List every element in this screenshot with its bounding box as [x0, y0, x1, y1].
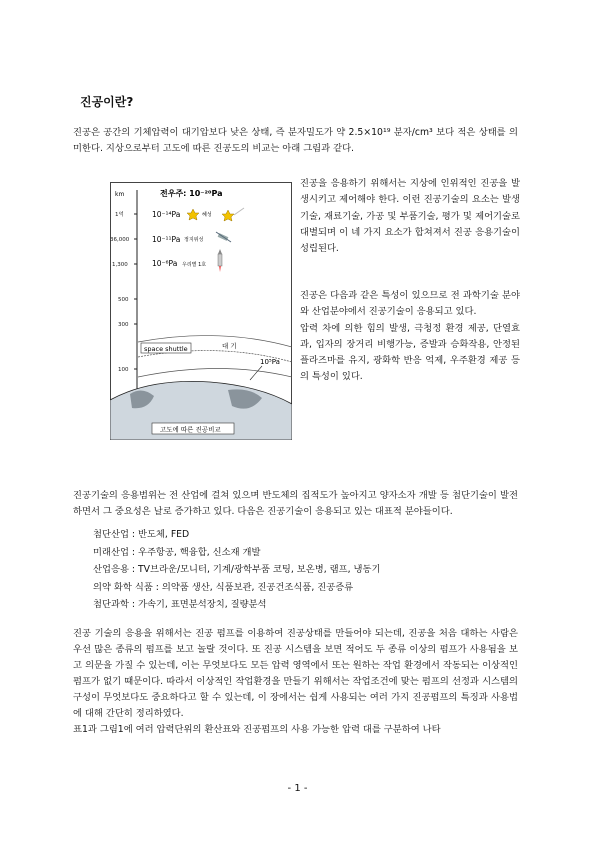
- intro-paragraph: 진공은 공간의 기체압력이 대기압보다 낮은 상태, 즉 분자밀도가 약 2.5×10¹⁹ 분자/cm³ 보다 적은 상태를 의미한다. 지상으로부터 고도에 따른 진공도의 비교는 아래 그림과 같다.: [73, 127, 518, 154]
- shuttle-label: space shuttle: [144, 345, 188, 353]
- tick-6: 100: [118, 367, 129, 373]
- fields-list: [93, 526, 380, 614]
- atmosphere-label: 대 기: [222, 342, 237, 350]
- list-item: 첨단과학 : 가속기, 표면분석장치, 질량분석: [93, 599, 267, 610]
- level-1-pressure: 10⁻¹⁴Pa: [152, 210, 181, 219]
- level-2-pressure: 10⁻¹¹Pa: [152, 235, 181, 244]
- tick-3: 1,300: [112, 262, 128, 268]
- tick-5: 300: [118, 322, 129, 328]
- surface-pressure: 10⁵Pa: [260, 358, 280, 366]
- list-item: 의약 화학 식품 : 의약품 생산, 식품보관, 진공건조식품, 진공증류: [93, 581, 354, 593]
- list-item: 산업응용 : TV브라운/모니터, 기계/광학부품 코팅, 보온병, 램프, 냉동기: [93, 564, 381, 575]
- tick-4: 500: [118, 297, 129, 303]
- level-2-object: 정지위성: [184, 237, 204, 243]
- pump-paragraph: 진공 기술의 응용을 위해서는 진공 펌프를 이용하여 진공상태를 만들어야 되는데, 진공을 처음 대하는 사람은 우선 많은 종류의 펌프를 보고 놀랄 것이다. 또 진공 시스템을 보면 적어도 두 종류 이상의 펌프가 사용됨을 보고 의문을 가질 수 있는데, 이는 무엇보다도 모든 압력 영역에서 또는 원하는 작업 환경에서 작동되는 이상적인 펌프가 없기 때문이다. 따라서 이상적인 작업환경을 만들기 위해서는 작업조건에 맞는 펌프의 선정과 시스템의 구성이 무엇보다도 중요하다고 할 수 있는데, 이 장에서는 쉽게 사용되는 여러 가지 진공펌프의 특징과 사용법에 대해 간단히 정리하였다. 표1과 그림1에 여러 압력단위의 환산표와 진공펌프의 사용 가능한 압력 대를 구분하여 나타: [73, 628, 518, 735]
- tick-1: 1억: [115, 212, 124, 218]
- level-1-object: 혜성: [202, 212, 212, 218]
- page-number: - 1 -: [287, 783, 308, 794]
- level-3-pressure: 10⁻⁶Pa: [152, 259, 178, 268]
- list-item: 첨단산업 : 반도체, FED: [93, 529, 190, 540]
- axis-unit: km: [115, 191, 125, 198]
- space-label: 전우주: 10⁻²⁰Pa: [160, 189, 223, 198]
- page-title: 진공이란?: [80, 95, 134, 109]
- figure-caption: 고도에 따른 진공비교: [160, 425, 221, 434]
- figure-graphic: [110, 182, 292, 440]
- list-item: 미래산업 : 우주항공, 핵융합, 신소재 개발: [93, 546, 261, 558]
- side-paragraph-2: 진공은 다음과 같은 특성이 있으므로 전 과학기술 분야와 산업분야에서 진공기술이 응용되고 있다. 압력 차에 의한 힘의 발생, 극청정 환경 제공, 단열효과, 입자의 장거리 비행가능, 증발과 승화작용, 안정된 플라즈마를 유지, 광화학 반응 억제, 우주환경 제공 등의 특성이 있다.: [300, 290, 520, 383]
- applications-paragraph: 진공기술의 응용범위는 전 산업에 걸쳐 있으며 반도체의 집적도가 높아지고 양자소자 개발 등 첨단기술이 발전하면서 그 중요성은 날로 증가하고 있다. 다음은 진공기술이 응용되고 있는 대표적 분야들이다.: [73, 490, 518, 517]
- side-paragraph-1: 진공을 응용하기 위해서는 지상에 인위적인 진공을 발생시키고 제어해야 한다. 이런 진공기술의 요소는 발생기술, 재료기술, 가공 및 부품기술, 평가 및 제어기술로 대별되며 이 네 가지 요소가 합쳐져서 진공 응용기술이 성립된다.: [300, 178, 520, 255]
- level-3-object: 우리별 1호: [182, 262, 207, 268]
- tick-2: 36,000: [110, 237, 130, 243]
- altitude-vacuum-figure: [110, 182, 292, 440]
